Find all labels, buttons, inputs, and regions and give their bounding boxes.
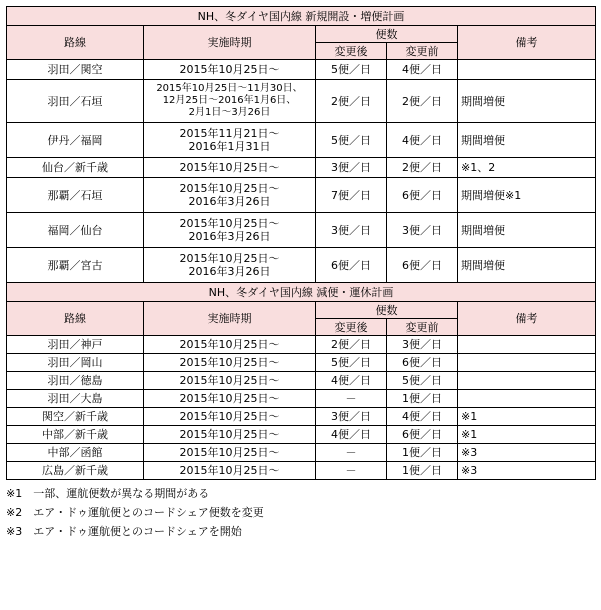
table-row (7, 462, 596, 480)
period-line: 2016年1月31日 (188, 140, 271, 153)
table-row (7, 444, 596, 462)
period-line: 2015年10月25日～ (179, 374, 280, 387)
table1-header-before: 変更前 (387, 43, 458, 60)
remarks-cell: 期間増便※1 (458, 178, 596, 213)
period-cell (144, 444, 316, 462)
route-cell: 那覇／石垣 (7, 178, 144, 213)
period-line: 2015年10月25日～ (179, 252, 280, 265)
flights-before-cell: 3便／日 (387, 336, 458, 354)
period-line: 2016年3月26日 (188, 265, 271, 278)
route-cell: 広島／新千歳 (7, 462, 144, 480)
flights-before-cell: 4便／日 (387, 60, 458, 80)
period-line: 2015年10月25日～ (179, 464, 280, 477)
remarks-cell: 期間増便 (458, 213, 596, 248)
period-line: 2016年3月26日 (188, 195, 271, 208)
period-cell (144, 336, 316, 354)
period-cell (144, 462, 316, 480)
footnote-2: ※2 エア・ドゥ運航便とのコードシェア便数を変更 (6, 506, 264, 519)
remarks-cell: 期間増便 (458, 248, 596, 283)
flights-after-cell: 5便／日 (316, 354, 387, 372)
route-cell: 伊丹／福岡 (7, 123, 144, 158)
period-cell (144, 372, 316, 390)
table-row (7, 80, 596, 123)
table-row (7, 213, 596, 248)
table-row (7, 372, 596, 390)
flights-after-cell: － (316, 462, 387, 480)
period-line: 2015年10月25日～ (179, 356, 280, 369)
flights-after-cell: 7便／日 (316, 178, 387, 213)
period-line: 2015年10月25日～ (179, 338, 280, 351)
flights-before-cell: 5便／日 (387, 372, 458, 390)
table-row (7, 426, 596, 444)
remarks-cell (458, 372, 596, 390)
flights-after-cell: 3便／日 (316, 158, 387, 178)
table1-title: NH、冬ダイヤ国内線 新規開設・増便計画 (7, 7, 596, 26)
flights-before-cell: 4便／日 (387, 408, 458, 426)
footnote-3: ※3 エア・ドゥ運航便とのコードシェアを開始 (6, 525, 242, 538)
period-line: 2015年11月21日～ (179, 127, 280, 140)
remarks-cell: ※1 (458, 426, 596, 444)
flights-after-cell: 4便／日 (316, 426, 387, 444)
period-line: 2月1日～3月26日 (188, 107, 271, 118)
remarks-cell (458, 60, 596, 80)
footnote-1: ※1 一部、運航便数が異なる期間がある (6, 487, 210, 500)
route-cell: 中部／函館 (7, 444, 144, 462)
flights-after-cell: 6便／日 (316, 248, 387, 283)
table-row (7, 390, 596, 408)
route-cell: 羽田／関空 (7, 60, 144, 80)
flights-before-cell: 2便／日 (387, 80, 458, 123)
table2-header-before: 変更前 (387, 319, 458, 336)
period-line: 2015年10月25日～ (179, 410, 280, 423)
table-row (7, 123, 596, 158)
table2-header-remarks: 備考 (458, 302, 596, 336)
table2-title: NH、冬ダイヤ国内線 減便・運休計画 (7, 283, 596, 302)
table1-header-period: 実施時期 (144, 26, 316, 60)
table-row (7, 408, 596, 426)
remarks-cell: ※3 (458, 444, 596, 462)
route-cell: 福岡／仙台 (7, 213, 144, 248)
remarks-cell (458, 354, 596, 372)
flights-before-cell: 6便／日 (387, 178, 458, 213)
flights-before-cell: 6便／日 (387, 354, 458, 372)
route-cell: 仙台／新千歳 (7, 158, 144, 178)
table2-header-flights: 便数 (316, 302, 458, 319)
flights-after-cell: － (316, 390, 387, 408)
flights-before-cell: 1便／日 (387, 462, 458, 480)
table-row (7, 158, 596, 178)
period-cell (144, 390, 316, 408)
period-cell (144, 60, 316, 80)
table1-header-remarks: 備考 (458, 26, 596, 60)
period-cell (144, 248, 316, 283)
remarks-cell: ※1、2 (458, 158, 596, 178)
period-line: 2015年10月25日～ (179, 161, 280, 174)
period-cell (144, 158, 316, 178)
period-line: 2015年10月25日～ (179, 63, 280, 76)
table2-header-route: 路線 (7, 302, 144, 336)
table1-header-after: 変更後 (316, 43, 387, 60)
flights-before-cell: 1便／日 (387, 390, 458, 408)
flights-after-cell: 3便／日 (316, 213, 387, 248)
flights-after-cell: 5便／日 (316, 60, 387, 80)
flights-before-cell: 6便／日 (387, 426, 458, 444)
period-cell (144, 123, 316, 158)
table-row (7, 354, 596, 372)
route-cell: 羽田／石垣 (7, 80, 144, 123)
remarks-cell: ※3 (458, 462, 596, 480)
flights-after-cell: 2便／日 (316, 336, 387, 354)
remarks-cell: 期間増便 (458, 123, 596, 158)
table-row (7, 178, 596, 213)
period-line: 2015年10月25日～ (179, 392, 280, 405)
flight-schedule-table (6, 6, 596, 480)
route-cell: 那覇／宮古 (7, 248, 144, 283)
period-cell (144, 80, 316, 123)
route-cell: 羽田／大島 (7, 390, 144, 408)
period-line: 2015年10月25日～ (179, 428, 280, 441)
footnotes (6, 484, 595, 541)
flights-after-cell: 3便／日 (316, 408, 387, 426)
remarks-cell: ※1 (458, 408, 596, 426)
flights-before-cell: 4便／日 (387, 123, 458, 158)
period-cell (144, 426, 316, 444)
remarks-cell: 期間増便 (458, 80, 596, 123)
flights-before-cell: 2便／日 (387, 158, 458, 178)
remarks-cell (458, 336, 596, 354)
table1-header-route: 路線 (7, 26, 144, 60)
table-row (7, 248, 596, 283)
flights-before-cell: 3便／日 (387, 213, 458, 248)
table2-header-period: 実施時期 (144, 302, 316, 336)
period-line: 2015年10月25日～ (179, 182, 280, 195)
route-cell: 関空／新千歳 (7, 408, 144, 426)
route-cell: 羽田／神戸 (7, 336, 144, 354)
table-row (7, 336, 596, 354)
table2-header-after: 変更後 (316, 319, 387, 336)
flights-before-cell: 1便／日 (387, 444, 458, 462)
period-line: 12月25日～2016年1月6日、 (162, 95, 297, 106)
period-cell (144, 354, 316, 372)
period-line: 2015年10月25日～ (179, 217, 280, 230)
route-cell: 中部／新千歳 (7, 426, 144, 444)
flight-schedule-document (6, 6, 595, 541)
period-line: 2015年10月25日～ (179, 446, 280, 459)
period-cell (144, 178, 316, 213)
table1-header-flights: 便数 (316, 26, 458, 43)
remarks-cell (458, 390, 596, 408)
flights-after-cell: 5便／日 (316, 123, 387, 158)
period-line: 2015年10月25日～11月30日、 (156, 83, 303, 94)
period-line: 2016年3月26日 (188, 230, 271, 243)
period-cell (144, 408, 316, 426)
table-row (7, 60, 596, 80)
flights-after-cell: 4便／日 (316, 372, 387, 390)
route-cell: 羽田／徳島 (7, 372, 144, 390)
route-cell: 羽田／岡山 (7, 354, 144, 372)
flights-before-cell: 6便／日 (387, 248, 458, 283)
period-cell (144, 213, 316, 248)
flights-after-cell: 2便／日 (316, 80, 387, 123)
flights-after-cell: － (316, 444, 387, 462)
